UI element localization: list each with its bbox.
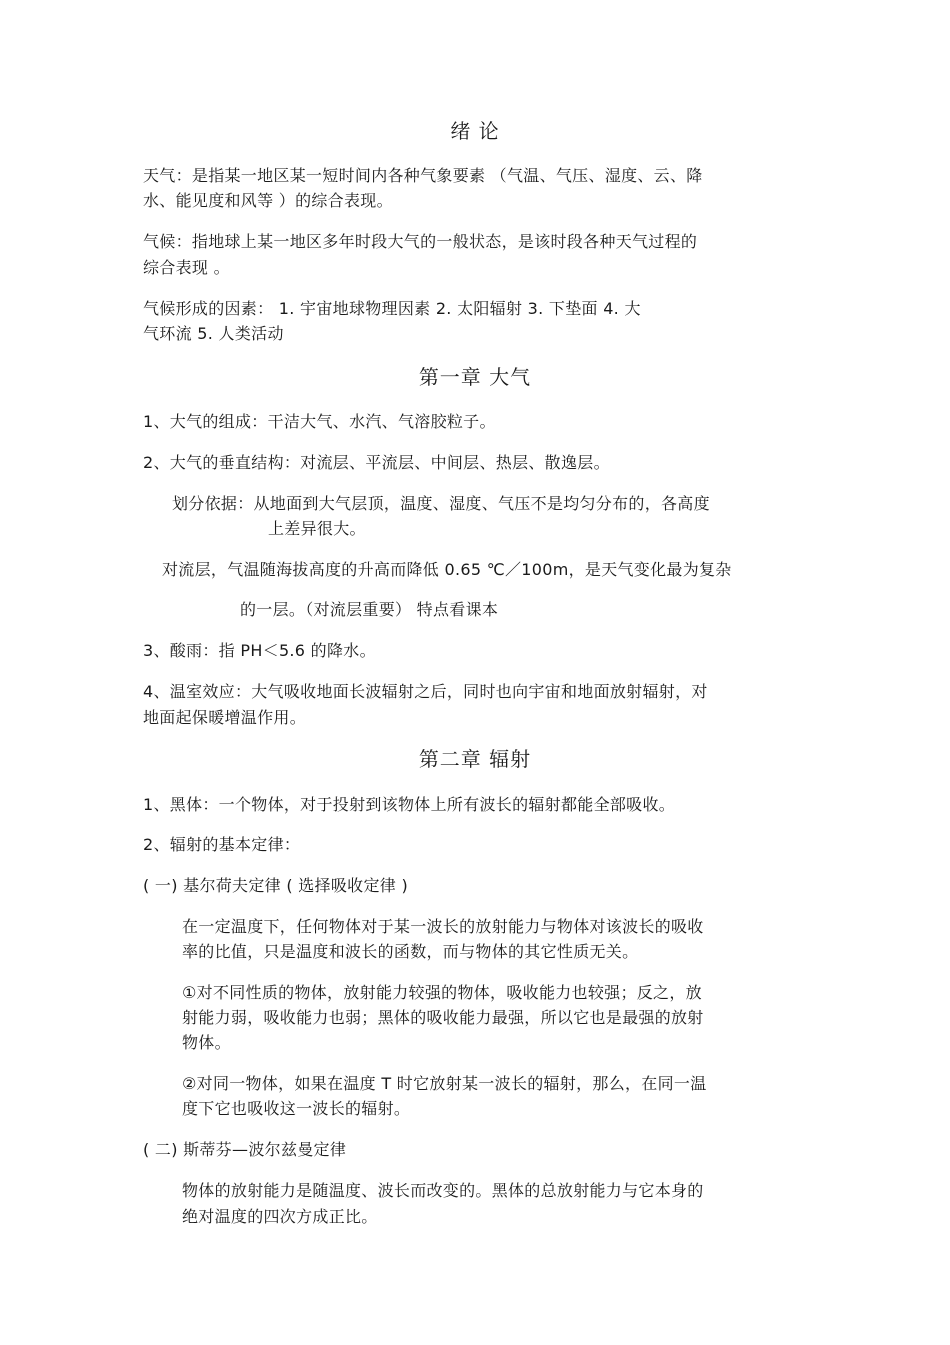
- intro-title: 绪 论: [450, 119, 500, 143]
- kirchhoff-para1-line-2: 率的比值，只是温度和波长的函数，而与物体的其它性质无关。: [182, 942, 639, 961]
- troposphere-line-1: 对流层，气温随海拔高度的升高而降低 0.65 ℃／100m，是天气变化最为复杂: [162, 560, 732, 579]
- kirchhoff-para3-line-2: 度下它也吸收这一波长的辐射。: [182, 1099, 411, 1118]
- troposphere-line-2: 的一层。（对流层重要） 特点看课本: [240, 600, 499, 619]
- kirchhoff-para1-line-1: 在一定温度下，任何物体对于某一波长的放射能力与物体对该波长的吸收: [182, 917, 704, 936]
- atmosphere-vertical-structure: 2、大气的垂直结构：对流层、平流层、中间层、热层、散逸层。: [143, 453, 610, 472]
- blackbody-definition: 1、黑体：一个物体，对于投射到该物体上所有波长的辐射都能全部吸收。: [143, 795, 676, 814]
- climate-factors-line-2: 气环流 5. 人类活动: [143, 324, 284, 343]
- kirchhoff-para2-line-2: 射能力弱，吸收能力也弱；黑体的吸收能力最强，所以它也是最强的放射: [182, 1008, 704, 1027]
- stefan-boltzmann-para-line-2: 绝对温度的四次方成正比。: [182, 1207, 378, 1226]
- greenhouse-effect-line-1: 4、温室效应：大气吸收地面长波辐射之后，同时也向宇宙和地面放射辐射，对: [143, 682, 708, 701]
- weather-definition-line-1: 天气：是指某一地区某一短时间内各种气象要素 （气温、气压、湿度、云、降: [143, 166, 703, 185]
- greenhouse-effect-line-2: 地面起保暖增温作用。: [143, 708, 307, 727]
- stefan-boltzmann-para-line-1: 物体的放射能力是随温度、波长而改变的。黑体的总放射能力与它本身的: [182, 1181, 704, 1200]
- weather-definition-line-2: 水、能见度和风等 ）的综合表现。: [143, 191, 393, 210]
- climate-definition-line-1: 气候：指地球上某一地区多年时段大气的一般状态，是该时段各种天气过程的: [143, 232, 698, 251]
- chapter2-title: 第二章 辐射: [418, 747, 532, 771]
- division-basis-line-2: 上差异很大。: [268, 519, 366, 538]
- division-basis-line-1: 划分依据：从地面到大气层顶，温度、湿度、气压不是均匀分布的，各高度: [172, 494, 710, 513]
- kirchhoff-para2-line-3: 物体。: [182, 1033, 231, 1052]
- stefan-boltzmann-law-heading: ( 二) 斯蒂芬—波尔兹曼定律: [143, 1140, 347, 1159]
- climate-factors-line-1: 气候形成的因素： 1. 宇宙地球物理因素 2. 太阳辐射 3. 下垫面 4. 大: [143, 299, 641, 318]
- chapter1-title: 第一章 大气: [418, 365, 532, 389]
- kirchhoff-law-heading: ( 一) 基尔荷夫定律 ( 选择吸收定律 ): [143, 876, 408, 895]
- acid-rain: 3、酸雨：指 PH＜5.6 的降水。: [143, 641, 376, 660]
- kirchhoff-para3-line-1: ②对同一物体，如果在温度 T 时它放射某一波长的辐射，那么，在同一温: [182, 1074, 707, 1093]
- climate-definition-line-2: 综合表现 。: [143, 258, 230, 277]
- atmosphere-composition: 1、大气的组成：干洁大气、水汽、气溶胶粒子。: [143, 412, 496, 431]
- kirchhoff-para2-line-1: ①对不同性质的物体，放射能力较强的物体，吸收能力也较强；反之，放: [182, 983, 702, 1002]
- radiation-laws-heading: 2、辐射的基本定律：: [143, 835, 301, 854]
